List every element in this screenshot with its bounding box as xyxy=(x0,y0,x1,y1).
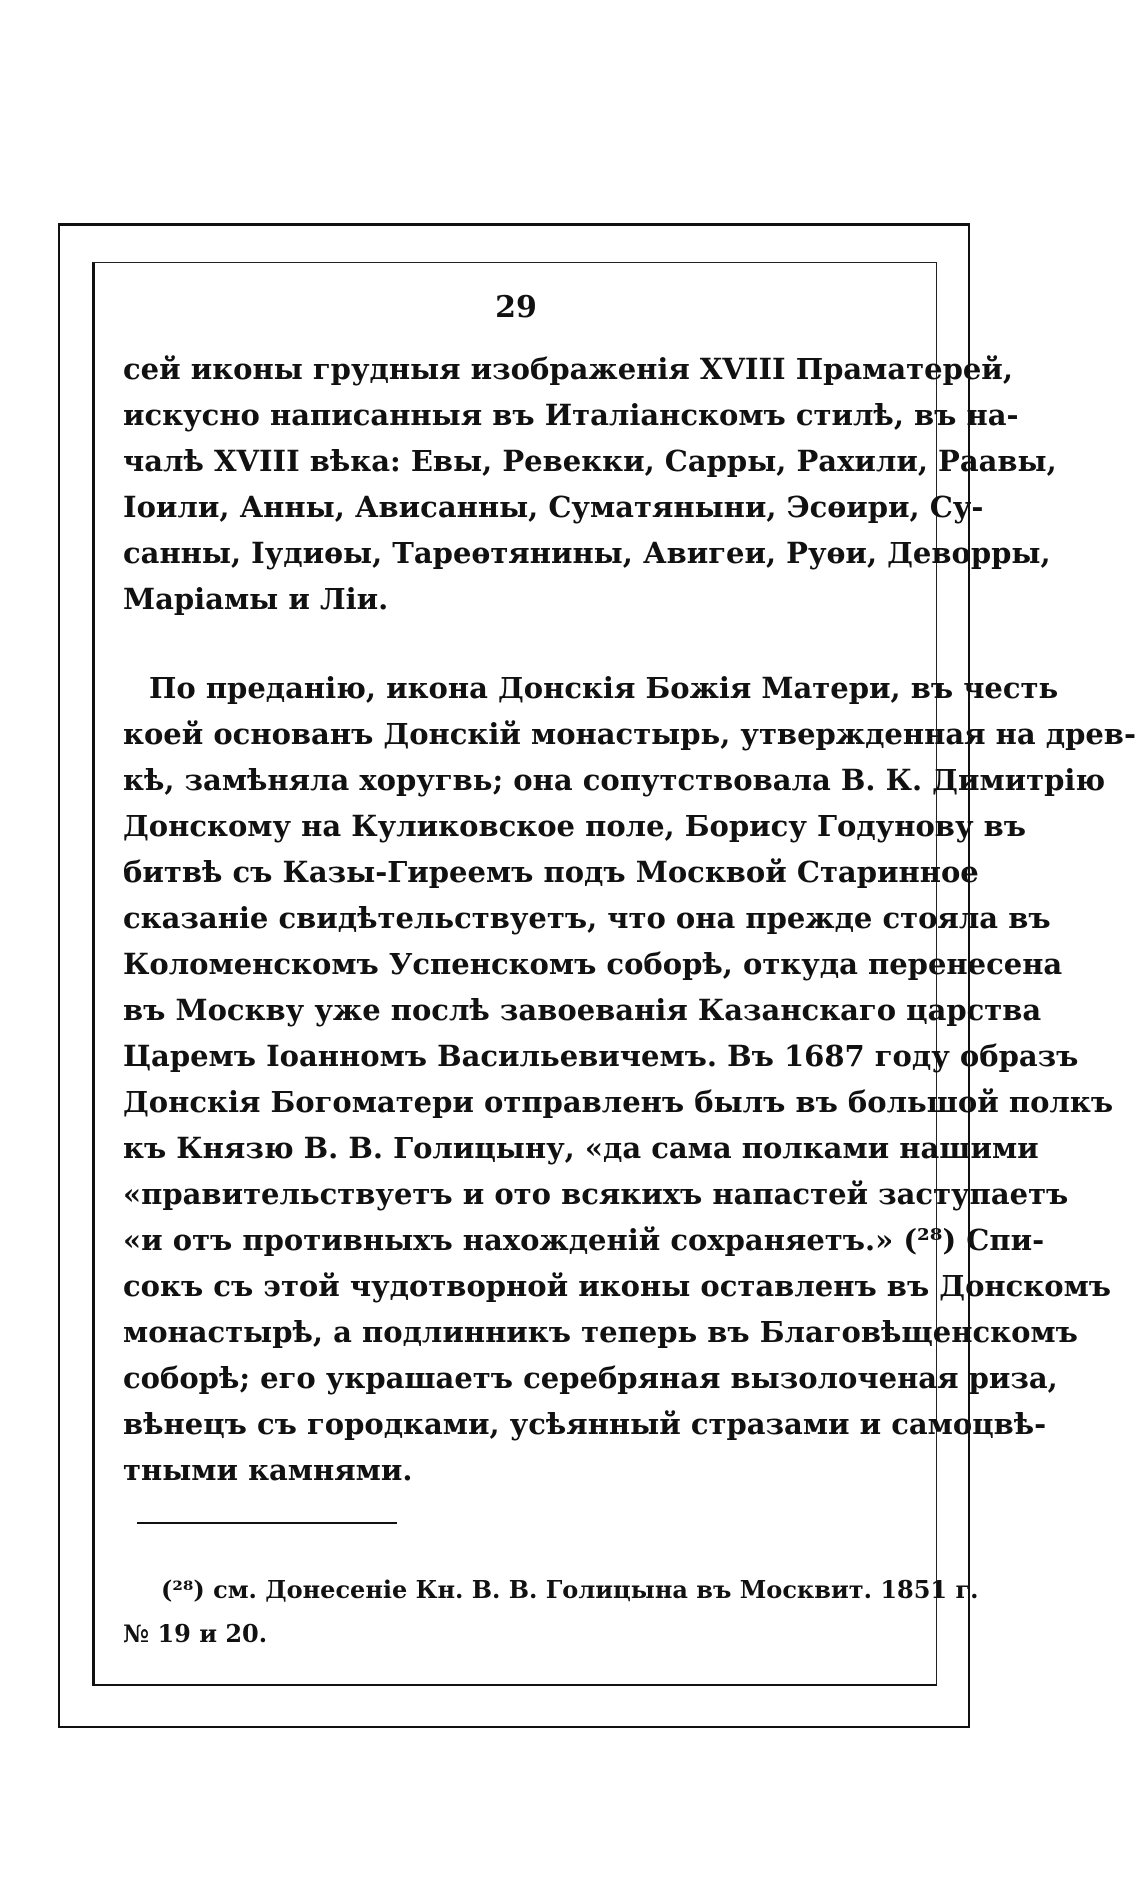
text-line: сей иконы грудныя изображенія XVIII Праматерей, xyxy=(123,352,1013,386)
text-line: сокъ съ этой чудотворной иконы оставленъ въ Донскомъ xyxy=(123,1269,1112,1303)
text-line: Іоили, Анны, Ависанны, Суматяныни, Эсѳири, Су- xyxy=(123,490,984,524)
footnote-line: (²⁸) см. Донесеніе Кн. В. В. Голицына въ Москвит. 1851 г. xyxy=(161,1575,979,1604)
footnote xyxy=(123,1568,979,1656)
text-line: «и отъ противныхъ нахожденій сохраняетъ.» (²⁸) Спи- xyxy=(123,1223,1045,1257)
text-line: битвѣ съ Казы-Гиреемъ подъ Москвой Старинное xyxy=(123,855,979,889)
text-line: коей основанъ Донскій монастырь, утвержденная на древ- xyxy=(123,717,1136,751)
paragraph-2 xyxy=(123,665,1136,1493)
text-line: тными камнями. xyxy=(123,1453,413,1487)
text-line: вѣнецъ съ городками, усѣянный стразами и самоцвѣ- xyxy=(123,1407,1047,1441)
footnote-line: № 19 и 20. xyxy=(123,1619,268,1648)
text-line: «правительствуетъ и ото всякихъ напастей заступаетъ xyxy=(123,1177,1069,1211)
text-line: Маріамы и Ліи. xyxy=(123,582,389,616)
text-line: Царемъ Іоанномъ Васильевичемъ. Въ 1687 году образъ xyxy=(123,1039,1079,1073)
text-line: кѣ, замѣняла хоругвь; она сопутствовала В. К. Димитрію xyxy=(123,763,1106,797)
footnote-divider xyxy=(137,1522,397,1524)
text-line: искусно написанныя въ Италіанскомъ стилѣ, въ на- xyxy=(123,398,1019,432)
text-line: По преданію, икона Донскія Божія Матери, въ честь xyxy=(149,671,1059,705)
paragraph-1 xyxy=(123,346,1057,622)
text-line: санны, Іудиѳы, Тареѳтянины, Авигеи, Руѳи, Деворры, xyxy=(123,536,1051,570)
text-line: Донскія Богоматери отправленъ былъ въ большой полкъ xyxy=(123,1085,1114,1119)
text-line: монастырѣ, а подлинникъ теперь въ Благовѣщенскомъ xyxy=(123,1315,1078,1349)
page-number: 29 xyxy=(495,290,537,325)
text-line: Донскому на Куликовское поле, Борису Годунову въ xyxy=(123,809,1027,843)
text-line: къ Князю В. В. Голицыну, «да сама полками нашими xyxy=(123,1131,1039,1165)
text-line: сказаніе свидѣтельствуетъ, что она прежде стояла въ xyxy=(123,901,1051,935)
text-line: чалѣ XVIII вѣка: Евы, Ревекки, Сарры, Рахили, Раавы, xyxy=(123,444,1057,478)
text-line: въ Москву уже послѣ завоеванія Казанскаго царства xyxy=(123,993,1042,1027)
text-line: Коломенскомъ Успенскомъ соборѣ, откуда перенесена xyxy=(123,947,1063,981)
text-line: соборѣ; его украшаетъ серебряная вызолоченая риза, xyxy=(123,1361,1058,1395)
